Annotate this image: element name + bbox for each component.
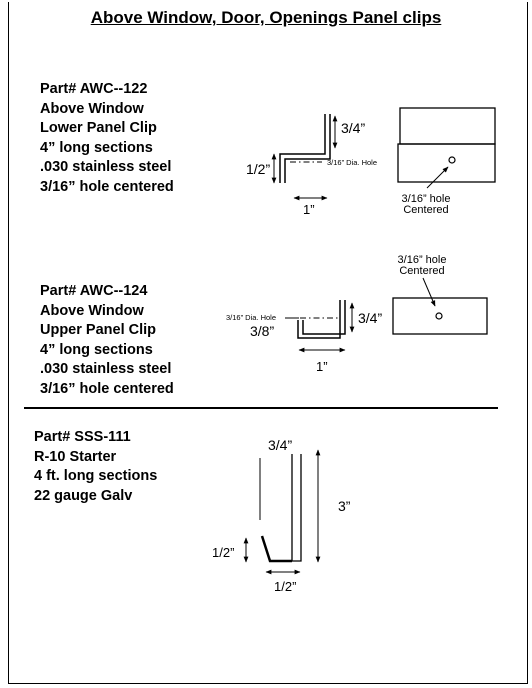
awc-124-dimensions [299,303,352,350]
sss-111-dim-top: 3/4” [268,437,293,453]
awc-124-callout-leader [423,278,435,306]
spec-line: Above Window [40,302,144,319]
part-number: Part# AWC--122 [40,81,148,97]
awc-124-hole-label: 3/16” Dia. Hole [226,313,277,322]
sss-111-dim-left: 1/2” [212,545,235,560]
sss-111-profile-drawing [260,454,301,561]
spec-line: Upper Panel Clip [40,322,157,338]
spec-line: .030 stainless steel [40,361,172,377]
part-number: Part# AWC--124 [40,283,148,299]
awc-124-dim-depth: 3/8” [250,323,275,339]
spec-line: Above Window [40,100,144,117]
spec-line: 4” long sections [40,341,153,358]
page-title: Above Window, Door, Openings Panel clips [90,8,442,27]
spec-line: .030 stainless steel [40,159,172,175]
awc-124-dim-right: 3/4” [358,310,383,326]
spec-line: 3/16” hole centered [40,178,174,195]
awc-124-callout-line2: Centered [399,265,445,277]
awc-122-profile-drawing [280,114,330,183]
spec-line: 4” long sections [40,139,153,156]
awc-124-front-view [393,298,487,334]
awc-122-callout-line2: Centered [403,204,449,216]
awc-122-dim-left: 1/2” [246,161,271,177]
awc-122-dimensions [274,116,335,198]
spec-line: 3/16” hole centered [40,380,174,397]
sss-111-dim-bottom: 1/2” [274,579,297,594]
awc-122-dim-top: 3/4” [341,120,366,136]
sss-111-dimensions [246,450,318,572]
spec-line: Lower Panel Clip [40,120,157,136]
sss-111-dim-height: 3” [338,498,351,514]
part-number: Part# SSS-111 [34,429,131,445]
awc-124-profile-drawing [298,300,345,338]
awc-122-dim-bottom: 1” [303,202,315,217]
spec-line: 4 ft. long sections [34,468,158,484]
awc-122-callout-line1: 3/16” hole [401,193,451,205]
awc-122-front-view [398,108,495,182]
awc-124-callout-line1: 3/16” hole [397,254,447,266]
spec-line: R-10 Starter [34,448,117,465]
awc-124-dim-bottom: 1” [316,359,328,374]
spec-line: 22 gauge Galv [34,487,133,504]
awc-122-callout-leader [427,167,448,188]
awc-122-hole-label: 3/16” Dia. Hole [327,158,378,167]
